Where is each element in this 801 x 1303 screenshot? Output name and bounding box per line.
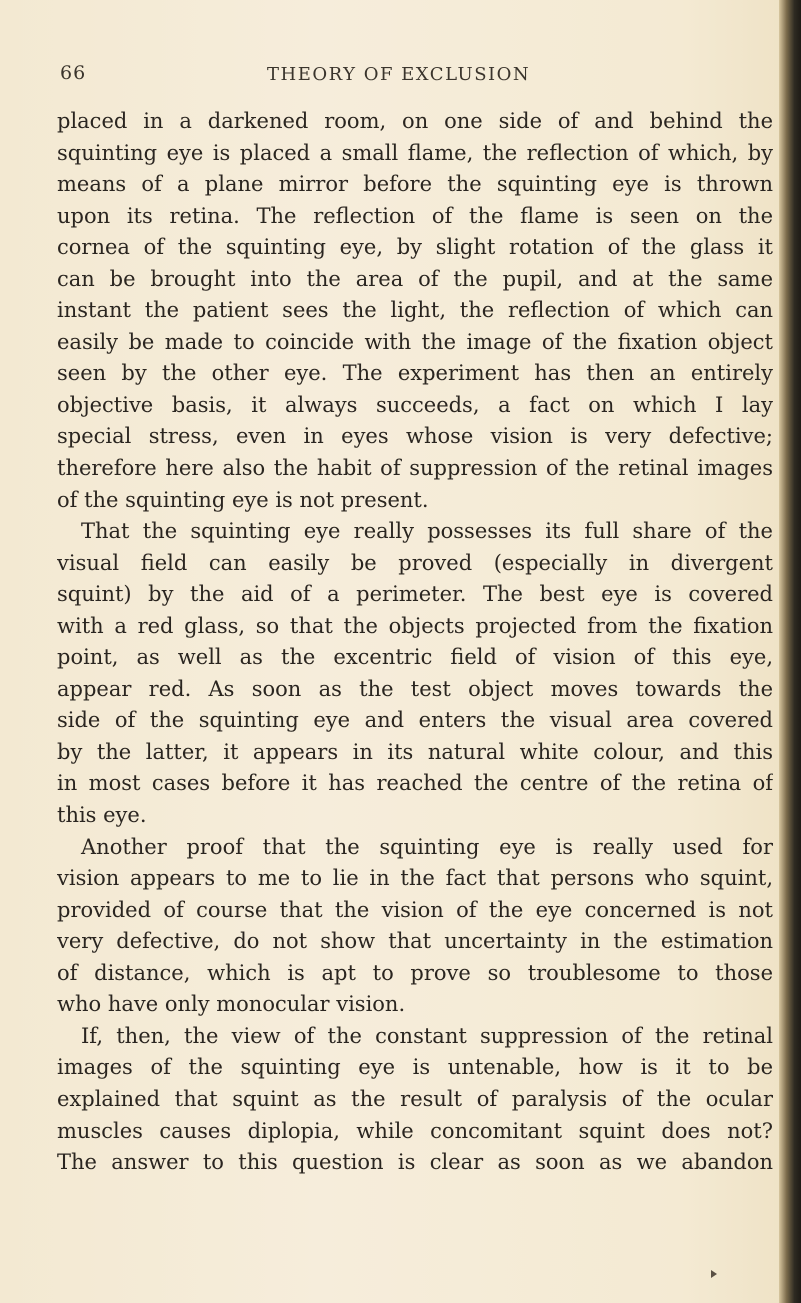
paragraph-start-line: That the squinting eye really possesses its full share of the: [81, 519, 773, 544]
page-number: 66: [60, 62, 87, 84]
text-line: muscles causes diplopia, while concomitant squint does not?: [57, 1118, 773, 1143]
text-line: squint) by the aid of a perimeter. The best eye is covered: [57, 582, 773, 607]
text-line: by the latter, it appears in its natural white colour, and this: [57, 739, 773, 764]
paragraph-end-line: this eye.: [57, 803, 147, 828]
text-line: easily be made to coincide with the image of the fixation object: [57, 329, 773, 354]
paragraph-start-line: If, then, the view of the constant suppression of the retinal: [81, 1023, 773, 1048]
text-line: explained that squint as the result of paralysis of the ocular: [57, 1086, 773, 1111]
text-line: special stress, even in eyes whose vision is very defective;: [57, 424, 773, 449]
text-line: very defective, do not show that uncertainty in the estimation: [57, 929, 773, 954]
paragraph-end-line: who have only monocular vision.: [57, 992, 406, 1017]
text-line: means of a plane mirror before the squinting eye is thrown: [57, 172, 773, 197]
text-line: cornea of the squinting eye, by slight rotation of the glass it: [57, 235, 773, 260]
text-line: The answer to this question is clear as soon as we abandon: [57, 1150, 773, 1175]
paragraph-start-line: Another proof that the squinting eye is really used for: [81, 834, 773, 859]
text-line: provided of course that the vision of the eye concerned is not: [57, 897, 773, 922]
text-line: side of the squinting eye and enters the visual area covered: [57, 708, 773, 733]
text-line: appear red. As soon as the test object moves towards the: [57, 676, 773, 701]
text-line: upon its retina. The reflection of the flame is seen on the: [57, 203, 773, 228]
paragraph-end-line: of the squinting eye is not present.: [57, 487, 429, 512]
text-line: therefore here also the habit of suppression of the retinal images: [57, 456, 773, 481]
text-line: can be brought into the area of the pupil, and at the same: [57, 266, 773, 291]
text-line: objective basis, it always succeeds, a fact on which I lay: [57, 392, 773, 417]
text-line: instant the patient sees the light, the reflection of which can: [57, 298, 773, 323]
text-line: in most cases before it has reached the centre of the retina of: [57, 771, 773, 796]
text-line: images of the squinting eye is untenable, how is it to be: [57, 1055, 773, 1080]
running-head: [60, 62, 760, 94]
body-text: [57, 106, 773, 1179]
text-line: point, as well as the excentric field of vision of this eye,: [57, 645, 773, 670]
text-line: with a red glass, so that the objects projected from the fixation: [57, 613, 773, 638]
running-title: THEORY OF EXCLUSION: [267, 64, 531, 85]
book-spine-edge: [779, 0, 801, 1303]
text-line: visual field can easily be proved (especially in divergent: [57, 550, 773, 575]
text-line: vision appears to me to lie in the fact that persons who squint,: [57, 866, 773, 891]
text-line: seen by the other eye. The experiment has then an entirely: [57, 361, 773, 386]
catchword-mark-icon: [711, 1270, 717, 1278]
text-line: of distance, which is apt to prove so troublesome to those: [57, 960, 773, 985]
text-line: squinting eye is placed a small flame, the reflection of which, by: [57, 140, 773, 165]
text-line: placed in a darkened room, on one side of and behind the: [57, 109, 773, 133]
